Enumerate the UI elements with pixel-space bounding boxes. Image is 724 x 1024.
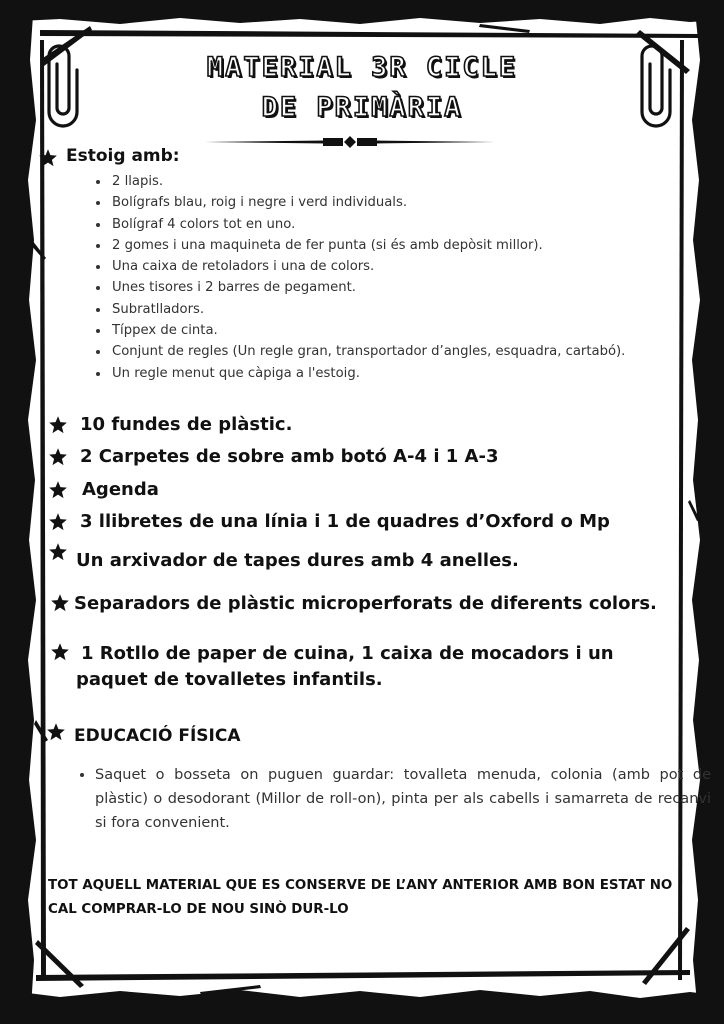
- list-item: • 2 gomes i una maquineta de fer punta (si és amb depòsit millor).: [110, 235, 658, 256]
- star-icon: [48, 512, 68, 532]
- list-item: • Subratlladors.: [110, 299, 658, 320]
- material-item: 2 Carpetes de sobre amb botó A-4 i 1 A-3: [80, 446, 499, 467]
- star-icon: [48, 542, 68, 562]
- list-item: • Una caixa de retoladors i una de colors.: [110, 256, 658, 277]
- footer-note: TOT AQUELL MATERIAL QUE ES CONSERVE DE L’ANY ANTERIOR AMB BON ESTAT NO CAL COMPRAR-LO DE NOU SINÒ DUR-LO: [48, 878, 673, 917]
- star-icon: [50, 593, 70, 613]
- ornament-divider: [205, 133, 495, 151]
- star-icon: [50, 642, 70, 662]
- list-item: • 2 llapis.: [110, 171, 658, 192]
- material-item: 3 llibretes de una línia i 1 de quadres d’Oxford o Mp: [80, 511, 610, 532]
- list-item: • Un regle menut que càpiga a l'estoig.: [110, 363, 658, 384]
- material-item: Separadors de plàstic microperforats de diferents colors.: [74, 593, 657, 614]
- list-item: • Saquet o bosseta on puguen guardar: tovalleta menuda, colonia (amb pot de plàstic) o desodorant (Millor de roll-on), pinta per als cabells i samarreta de recanvi si fora convenient.: [95, 763, 711, 835]
- section-heading-educacio-fisica: EDUCACIÓ FÍSICA: [74, 726, 241, 746]
- educacio-fisica-list: [77, 763, 711, 835]
- material-item: Un arxivador de tapes dures amb 4 anelles.: [76, 550, 519, 571]
- list-item: • Bolígrafs blau, roig i negre i verd individuals.: [110, 192, 658, 213]
- material-item: 1 Rotllo de paper de cuina, 1 caixa de mocadors i un paquet de tovalletes infantils.: [76, 643, 614, 690]
- star-icon: [48, 480, 68, 500]
- list-item: • Típpex de cinta.: [110, 320, 658, 341]
- star-icon: [48, 447, 68, 467]
- section-heading-estoig: Estoig amb:: [66, 146, 180, 166]
- page-title-line-1: MATERIAL 3R CICLE: [206, 52, 518, 83]
- list-item: • Unes tisores i 2 barres de pegament.: [110, 277, 658, 298]
- page-title-line-2: DE PRIMÀRIA: [261, 92, 463, 123]
- material-item: Agenda: [82, 479, 159, 500]
- list-item: • Conjunt de regles (Un regle gran, transportador d’angles, esquadra, cartabó).: [110, 341, 658, 362]
- star-icon: [46, 722, 66, 742]
- star-icon: [38, 148, 58, 168]
- star-icon: [48, 415, 68, 435]
- list-item: • Bolígraf 4 colors tot en uno.: [110, 214, 658, 235]
- material-item: 10 fundes de plàstic.: [80, 414, 293, 435]
- estoig-list: [92, 171, 658, 384]
